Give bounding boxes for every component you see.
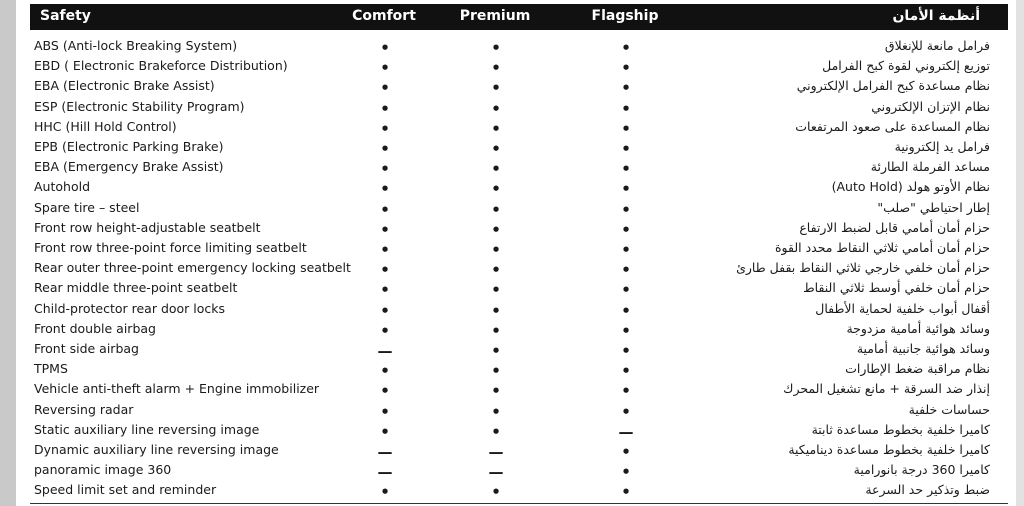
feature-label-en: Rear outer three-point emergency locking seatbelt (34, 260, 351, 276)
feature-label-ar: حساسات خلفية (908, 401, 990, 417)
feature-label-ar: نظام المساعدة على صعود المرتفعات (795, 118, 990, 134)
table-row (30, 339, 1008, 359)
comfort-availability-mark: • (380, 160, 390, 179)
premium-availability-mark: • (491, 281, 501, 300)
premium-availability-mark: • (491, 261, 501, 280)
feature-label-ar: وسائد هوائية أمامية مزدوجة (846, 320, 990, 336)
premium-availability-mark: • (491, 241, 501, 259)
feature-label-en: Child-protector rear door locks (34, 300, 226, 316)
feature-label-en: Rear middle three-point seatbelt (34, 280, 238, 296)
table-row (30, 177, 1008, 197)
comfort-availability-mark: • (380, 99, 390, 118)
table-row (30, 278, 1008, 298)
table-row (30, 97, 1008, 117)
premium-availability-mark: • (491, 422, 501, 441)
premium-availability-mark: • (491, 79, 501, 98)
flagship-availability-mark: • (621, 180, 631, 199)
table-row (30, 137, 1008, 157)
premium-availability-mark: • (491, 140, 501, 158)
comfort-availability-mark: • (380, 220, 390, 239)
table-row (30, 480, 1008, 500)
flagship-availability-mark: • (621, 382, 631, 401)
flagship-availability-mark: • (621, 99, 631, 118)
feature-label-ar: كاميرا خلفية بخطوط مساعدة ديناميكية (788, 442, 990, 457)
feature-label-en: ESP (Electronic Stability Program) (34, 98, 245, 114)
table-row (30, 76, 1008, 96)
header-comfort: Comfort (352, 8, 416, 24)
feature-label-ar: كاميرا 360 درجة بانورامية (853, 462, 990, 478)
header-arabic: أنظمة الأمان (892, 8, 980, 24)
feature-label-ar: نظام مساعدة كبح الفرامل الإلكتروني (796, 78, 990, 94)
comfort-availability-mark: • (380, 321, 390, 340)
table-row (30, 258, 1008, 278)
feature-label-en: Autohold (34, 179, 90, 195)
table-row (30, 238, 1008, 258)
feature-label-ar: ضبط وتذكير حد السرعة (865, 482, 990, 498)
premium-availability-mark: • (491, 301, 501, 320)
table-row (30, 460, 1008, 480)
feature-label-ar: توزيع إلكتروني لقوة كبح الفرامل (822, 58, 990, 74)
flagship-availability-mark: • (621, 241, 631, 259)
feature-label-ar: نظام الإتزان الإلكتروني (871, 98, 990, 114)
comfort-availability-mark: • (380, 241, 390, 259)
flagship-availability-mark: • (621, 220, 631, 239)
header-safety: Safety (40, 8, 91, 24)
flagship-availability-mark: • (621, 119, 631, 138)
feature-label-en: Dynamic auxiliary line reversing image (34, 442, 279, 457)
premium-availability-mark: • (491, 119, 501, 138)
feature-label-en: Static auxiliary line reversing image (34, 421, 260, 437)
comfort-availability-mark: • (380, 382, 390, 401)
flagship-availability-mark: • (621, 200, 631, 219)
table-row (30, 299, 1008, 319)
flagship-availability-mark: • (621, 301, 631, 320)
comfort-availability-mark: • (380, 483, 390, 502)
premium-availability-mark: • (491, 342, 501, 360)
header-flagship: Flagship (591, 8, 659, 24)
flagship-availability-mark: • (621, 342, 631, 360)
feature-label-en: panoramic image 360 (34, 462, 172, 478)
feature-label-ar: حزام أمان أمامي قابل لضبط الارتفاع (799, 219, 990, 235)
premium-availability-mark: • (491, 200, 501, 219)
feature-label-ar: حزام أمان خلفي خارجي ثلاثي النقاط بقفل طارئ (736, 260, 990, 276)
feature-label-ar: أقفال أبواب خلفية لحماية الأطفال (815, 300, 990, 316)
header-premium: Premium (459, 8, 531, 24)
flagship-availability-mark: • (621, 402, 631, 421)
feature-label-ar: إنذار ضد السرقة + مانع تشغيل المحرك (783, 381, 990, 397)
table-row (30, 440, 1008, 460)
feature-label-en: Speed limit set and reminder (34, 482, 217, 498)
feature-label-en: EBD ( Electronic Brakeforce Distribution) (34, 58, 288, 74)
comfort-availability-mark: • (380, 119, 390, 138)
premium-availability-mark: • (491, 321, 501, 340)
table-row (30, 400, 1008, 420)
flagship-availability-mark: • (621, 59, 631, 78)
table-row (30, 420, 1008, 440)
comfort-availability-mark: • (380, 79, 390, 98)
premium-availability-mark: • (491, 59, 501, 78)
table-row (30, 218, 1008, 238)
flagship-availability-mark: • (621, 463, 631, 482)
feature-label-ar: حزام أمان أمامي ثلاثي النقاط محدد القوة (774, 240, 990, 255)
feature-label-ar: مساعد الفرملة الطارئة (870, 159, 990, 175)
comfort-availability-mark: • (380, 301, 390, 320)
comfort-availability-mark: • (380, 200, 390, 219)
flagship-availability-mark: • (621, 362, 631, 381)
flagship-availability-mark: • (621, 140, 631, 158)
flagship-availability-mark: • (621, 483, 631, 502)
left-page-edge (0, 0, 16, 506)
premium-availability-mark: • (491, 180, 501, 199)
comfort-availability-mark: • (380, 261, 390, 280)
flagship-availability-mark: • (621, 79, 631, 98)
premium-availability-mark: • (491, 483, 501, 502)
flagship-availability-mark: • (621, 281, 631, 300)
flagship-availability-mark: • (621, 160, 631, 179)
table-header (30, 4, 1008, 30)
table-row (30, 379, 1008, 399)
feature-label-ar: إطار احتياطي "صلب" (877, 199, 990, 215)
premium-availability-mark: • (491, 99, 501, 118)
table-row (30, 117, 1008, 137)
flagship-availability-mark: • (621, 39, 631, 57)
feature-label-ar: فرامل مانعة للإنغلاق (884, 38, 990, 53)
feature-label-ar: فرامل يد إلكترونية (894, 139, 990, 154)
table-row (30, 319, 1008, 339)
flagship-availability-mark: • (621, 261, 631, 280)
feature-label-ar: نظام الأوتو هولد (Auto Hold) (831, 179, 990, 195)
premium-availability-mark: • (491, 160, 501, 179)
premium-availability-mark: • (491, 220, 501, 239)
feature-label-ar: كاميرا خلفية بخطوط مساعدة ثابتة (811, 421, 990, 437)
flagship-availability-mark: • (621, 443, 631, 461)
premium-availability-mark: • (491, 382, 501, 401)
table-row (30, 359, 1008, 379)
feature-label-en: Front side airbag (34, 341, 139, 356)
flagship-availability-mark: — (618, 422, 634, 441)
feature-label-ar: وسائد هوائية جانبية أمامية (856, 341, 990, 356)
table-row (30, 56, 1008, 76)
comfort-availability-mark: • (380, 402, 390, 421)
feature-label-en: TPMS (34, 361, 68, 377)
comfort-availability-mark: — (377, 443, 393, 461)
feature-label-en: Front double airbag (34, 320, 156, 336)
table-row (30, 198, 1008, 218)
feature-label-en: Front row three-point force limiting seatbelt (34, 240, 307, 255)
premium-availability-mark: — (488, 443, 504, 461)
premium-availability-mark: • (491, 362, 501, 381)
comfort-availability-mark: • (380, 281, 390, 300)
premium-availability-mark: • (491, 402, 501, 421)
feature-label-en: EBA (Electronic Brake Assist) (34, 78, 215, 94)
flagship-availability-mark: • (621, 321, 631, 340)
feature-label-en: Vehicle anti-theft alarm + Engine immobilizer (34, 381, 320, 397)
table-row (30, 36, 1008, 56)
comfort-availability-mark: • (380, 39, 390, 57)
feature-label-en: ABS (Anti-lock Breaking System) (34, 38, 238, 53)
feature-label-ar: حزام أمان خلفي أوسط ثلاثي النقاط (803, 280, 990, 296)
feature-label-en: EPB (Electronic Parking Brake) (34, 139, 224, 154)
premium-availability-mark: — (488, 463, 504, 482)
comfort-availability-mark: • (380, 422, 390, 441)
feature-label-en: HHC (Hill Hold Control) (34, 118, 177, 134)
table-row (30, 157, 1008, 177)
premium-availability-mark: • (491, 39, 501, 57)
feature-label-en: EBA (Emergency Brake Assist) (34, 159, 224, 175)
feature-label-ar: نظام مراقبة ضغط الإطارات (845, 361, 990, 377)
feature-label-en: Spare tire – steel (34, 199, 140, 215)
comfort-availability-mark: — (377, 342, 393, 360)
bottom-divider (30, 503, 1008, 504)
right-page-edge (1016, 0, 1024, 506)
feature-label-en: Front row height-adjustable seatbelt (34, 219, 261, 235)
comfort-availability-mark: • (380, 180, 390, 199)
feature-label-en: Reversing radar (34, 401, 134, 417)
comfort-availability-mark: — (377, 463, 393, 482)
comfort-availability-mark: • (380, 362, 390, 381)
comfort-availability-mark: • (380, 59, 390, 78)
comfort-availability-mark: • (380, 140, 390, 158)
